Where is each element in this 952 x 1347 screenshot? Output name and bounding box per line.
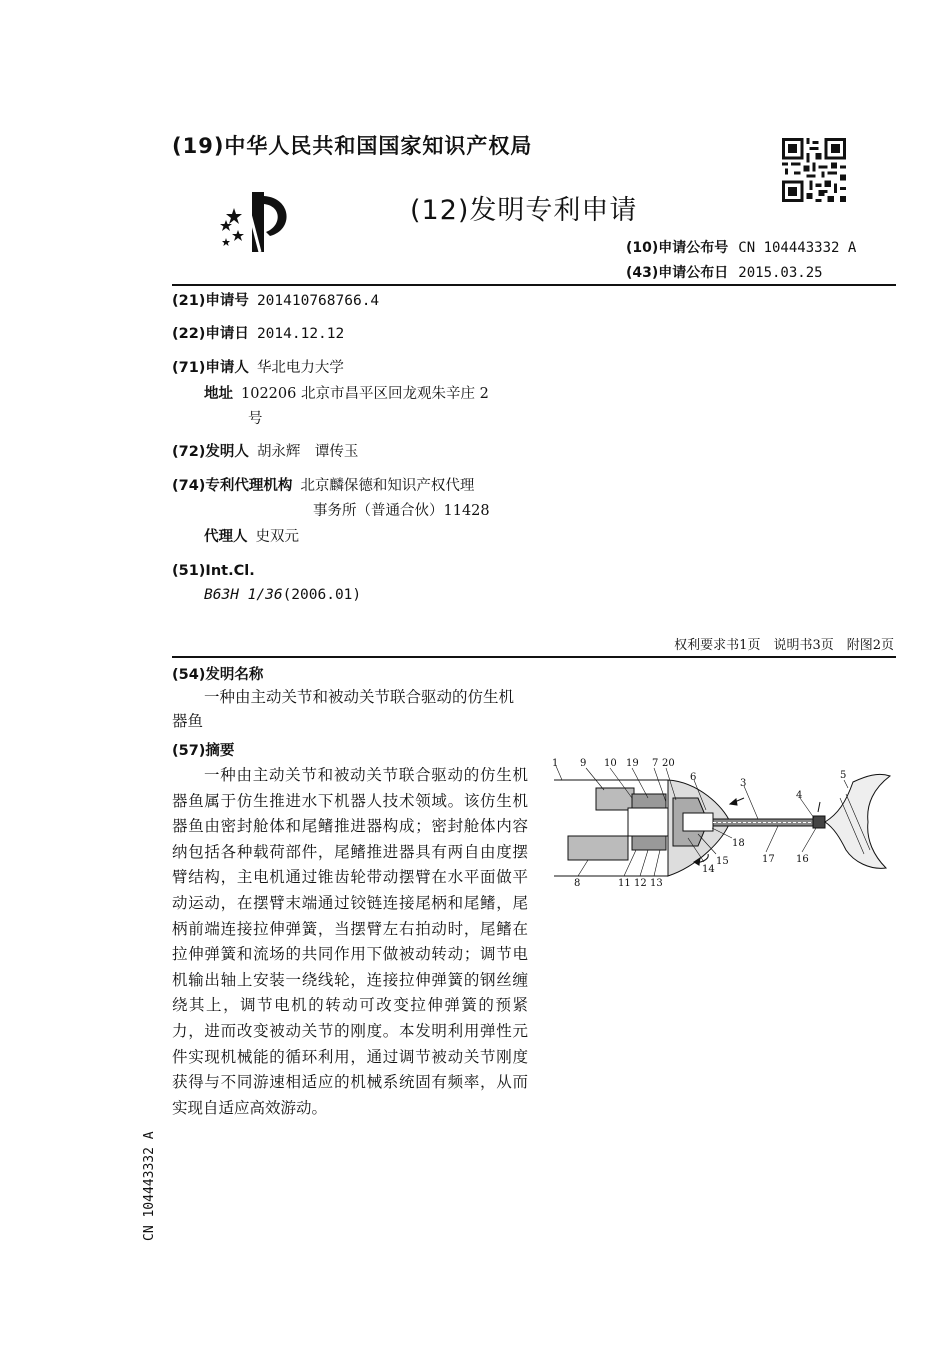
fig-label-9: 9 [580, 758, 587, 769]
applicant-label: (71)申请人 [172, 360, 249, 376]
fig-label-3: 3 [740, 778, 747, 789]
application-number: 201410768766.4 [256, 293, 380, 309]
applicant-name: 华北电力大学 [256, 360, 344, 376]
fig-label-17: 17 [762, 854, 775, 865]
intcl-row [172, 560, 255, 582]
publication-date: 2015.03.25 [738, 265, 823, 281]
agent-row [204, 526, 299, 548]
fig-label-18: 18 [732, 838, 745, 849]
publication-number: CN 104443332 A [738, 240, 857, 256]
robot-fish-drawing-icon [548, 758, 898, 898]
agency-line-2: 事务所（普通合伙）11428 [313, 503, 490, 519]
fig-label-6: 6 [690, 772, 697, 783]
header-rule [172, 284, 896, 286]
cnipa-logo-icon [212, 186, 302, 256]
inventor-label: (72)发明人 [172, 444, 249, 460]
abstract-text: 一种由主动关节和被动关节联合驱动的仿生机器鱼属于仿生推进水下机器人技术领域。该仿生机器鱼由密封舱体和尾鳍推进器构成；密封舱体内容纳包括各种载荷部件，尾鳍推进器具有两自由度摆臂结构，主电机通过锥齿轮带动摆臂在水平面做平动运动，在摆臂末端通过铰链连接尾柄和尾鳍，尾柄前端连接拉伸弹簧，当摆臂左右拍动时，尾鳍在拉伸弹簧和流场的共同作用下做被动转动；调节电机输出轴上安装一绕线轮，连接拉伸弹簧的钢丝缠绕其上，调节电机的转动可改变拉伸弹簧的预紧力，进而改变被动关节的刚度。本发明利用弹性元件实现机械能的循环利用，通过调节被动关节刚度获得与不同游速相适应的机械系统固有频率，从而实现自适应高效游动。 [172, 766, 528, 1117]
fig-label-4: 4 [796, 790, 803, 801]
agency-row [172, 475, 474, 497]
fig-label-1: 1 [552, 758, 559, 769]
inventor-row [172, 441, 358, 463]
application-date-row [172, 323, 344, 345]
agent-name: 史双元 [255, 529, 299, 545]
address-row [204, 383, 489, 405]
fig-label-10: 10 [604, 758, 617, 769]
fig-label-15: 15 [716, 856, 729, 867]
invention-title: 一种由主动关节和被动关节联合驱动的仿生机器鱼 [172, 688, 515, 730]
fig-label-5: 5 [840, 770, 847, 781]
application-date-label: (22)申请日 [172, 326, 249, 342]
publication-number-label: (10)申请公布号 [626, 240, 729, 256]
applicant-row [172, 357, 344, 379]
office-name: (19)中华人民共和国国家知识产权局 [172, 134, 533, 158]
agent-label: 代理人 [204, 529, 248, 545]
address-line-1: 102206 北京市昌平区回龙观朱辛庄 2 [241, 386, 489, 402]
inventor-names: 胡永辉 谭传玉 [256, 444, 359, 460]
fig-label-20: 20 [662, 758, 675, 769]
body-rule [172, 656, 896, 658]
intcl-label: (51)Int.Cl. [172, 563, 255, 579]
address-label: 地址 [204, 386, 233, 402]
pages-summary: 权利要求书1页 说明书3页 附图2页 [674, 638, 894, 653]
abstract-label: (57)摘要 [172, 743, 235, 759]
intcl-version: (2006.01) [282, 587, 362, 603]
intcl-code: B63H 1/36 [204, 587, 283, 603]
qr-code-icon [782, 138, 846, 202]
fig-label-11: 11 [618, 878, 631, 889]
fig-label-8: 8 [574, 878, 581, 889]
fig-label-7: 7 [652, 758, 659, 769]
document-type: (12)发明专利申请 [410, 195, 638, 226]
fig-label-19: 19 [626, 758, 639, 769]
publication-number-row [626, 237, 856, 257]
application-number-row [172, 290, 379, 312]
fig-label-13: 13 [650, 878, 663, 889]
fig-label-14: 14 [702, 864, 715, 875]
address-line-2: 号 [248, 411, 263, 427]
side-publication-id: CN 104443332 A [142, 1131, 157, 1241]
fig-label-12: 12 [634, 878, 647, 889]
publication-date-label: (43)申请公布日 [626, 265, 729, 281]
publication-date-row [626, 262, 823, 282]
intcl-classification [204, 584, 361, 606]
agency-line-1: 北京麟保德和知识产权代理 [300, 478, 475, 494]
agency-label: (74)专利代理机构 [172, 478, 293, 494]
fig-label-16: 16 [796, 854, 809, 865]
application-date: 2014.12.12 [256, 326, 345, 342]
title-label: (54)发明名称 [172, 667, 264, 683]
application-number-label: (21)申请号 [172, 293, 249, 309]
